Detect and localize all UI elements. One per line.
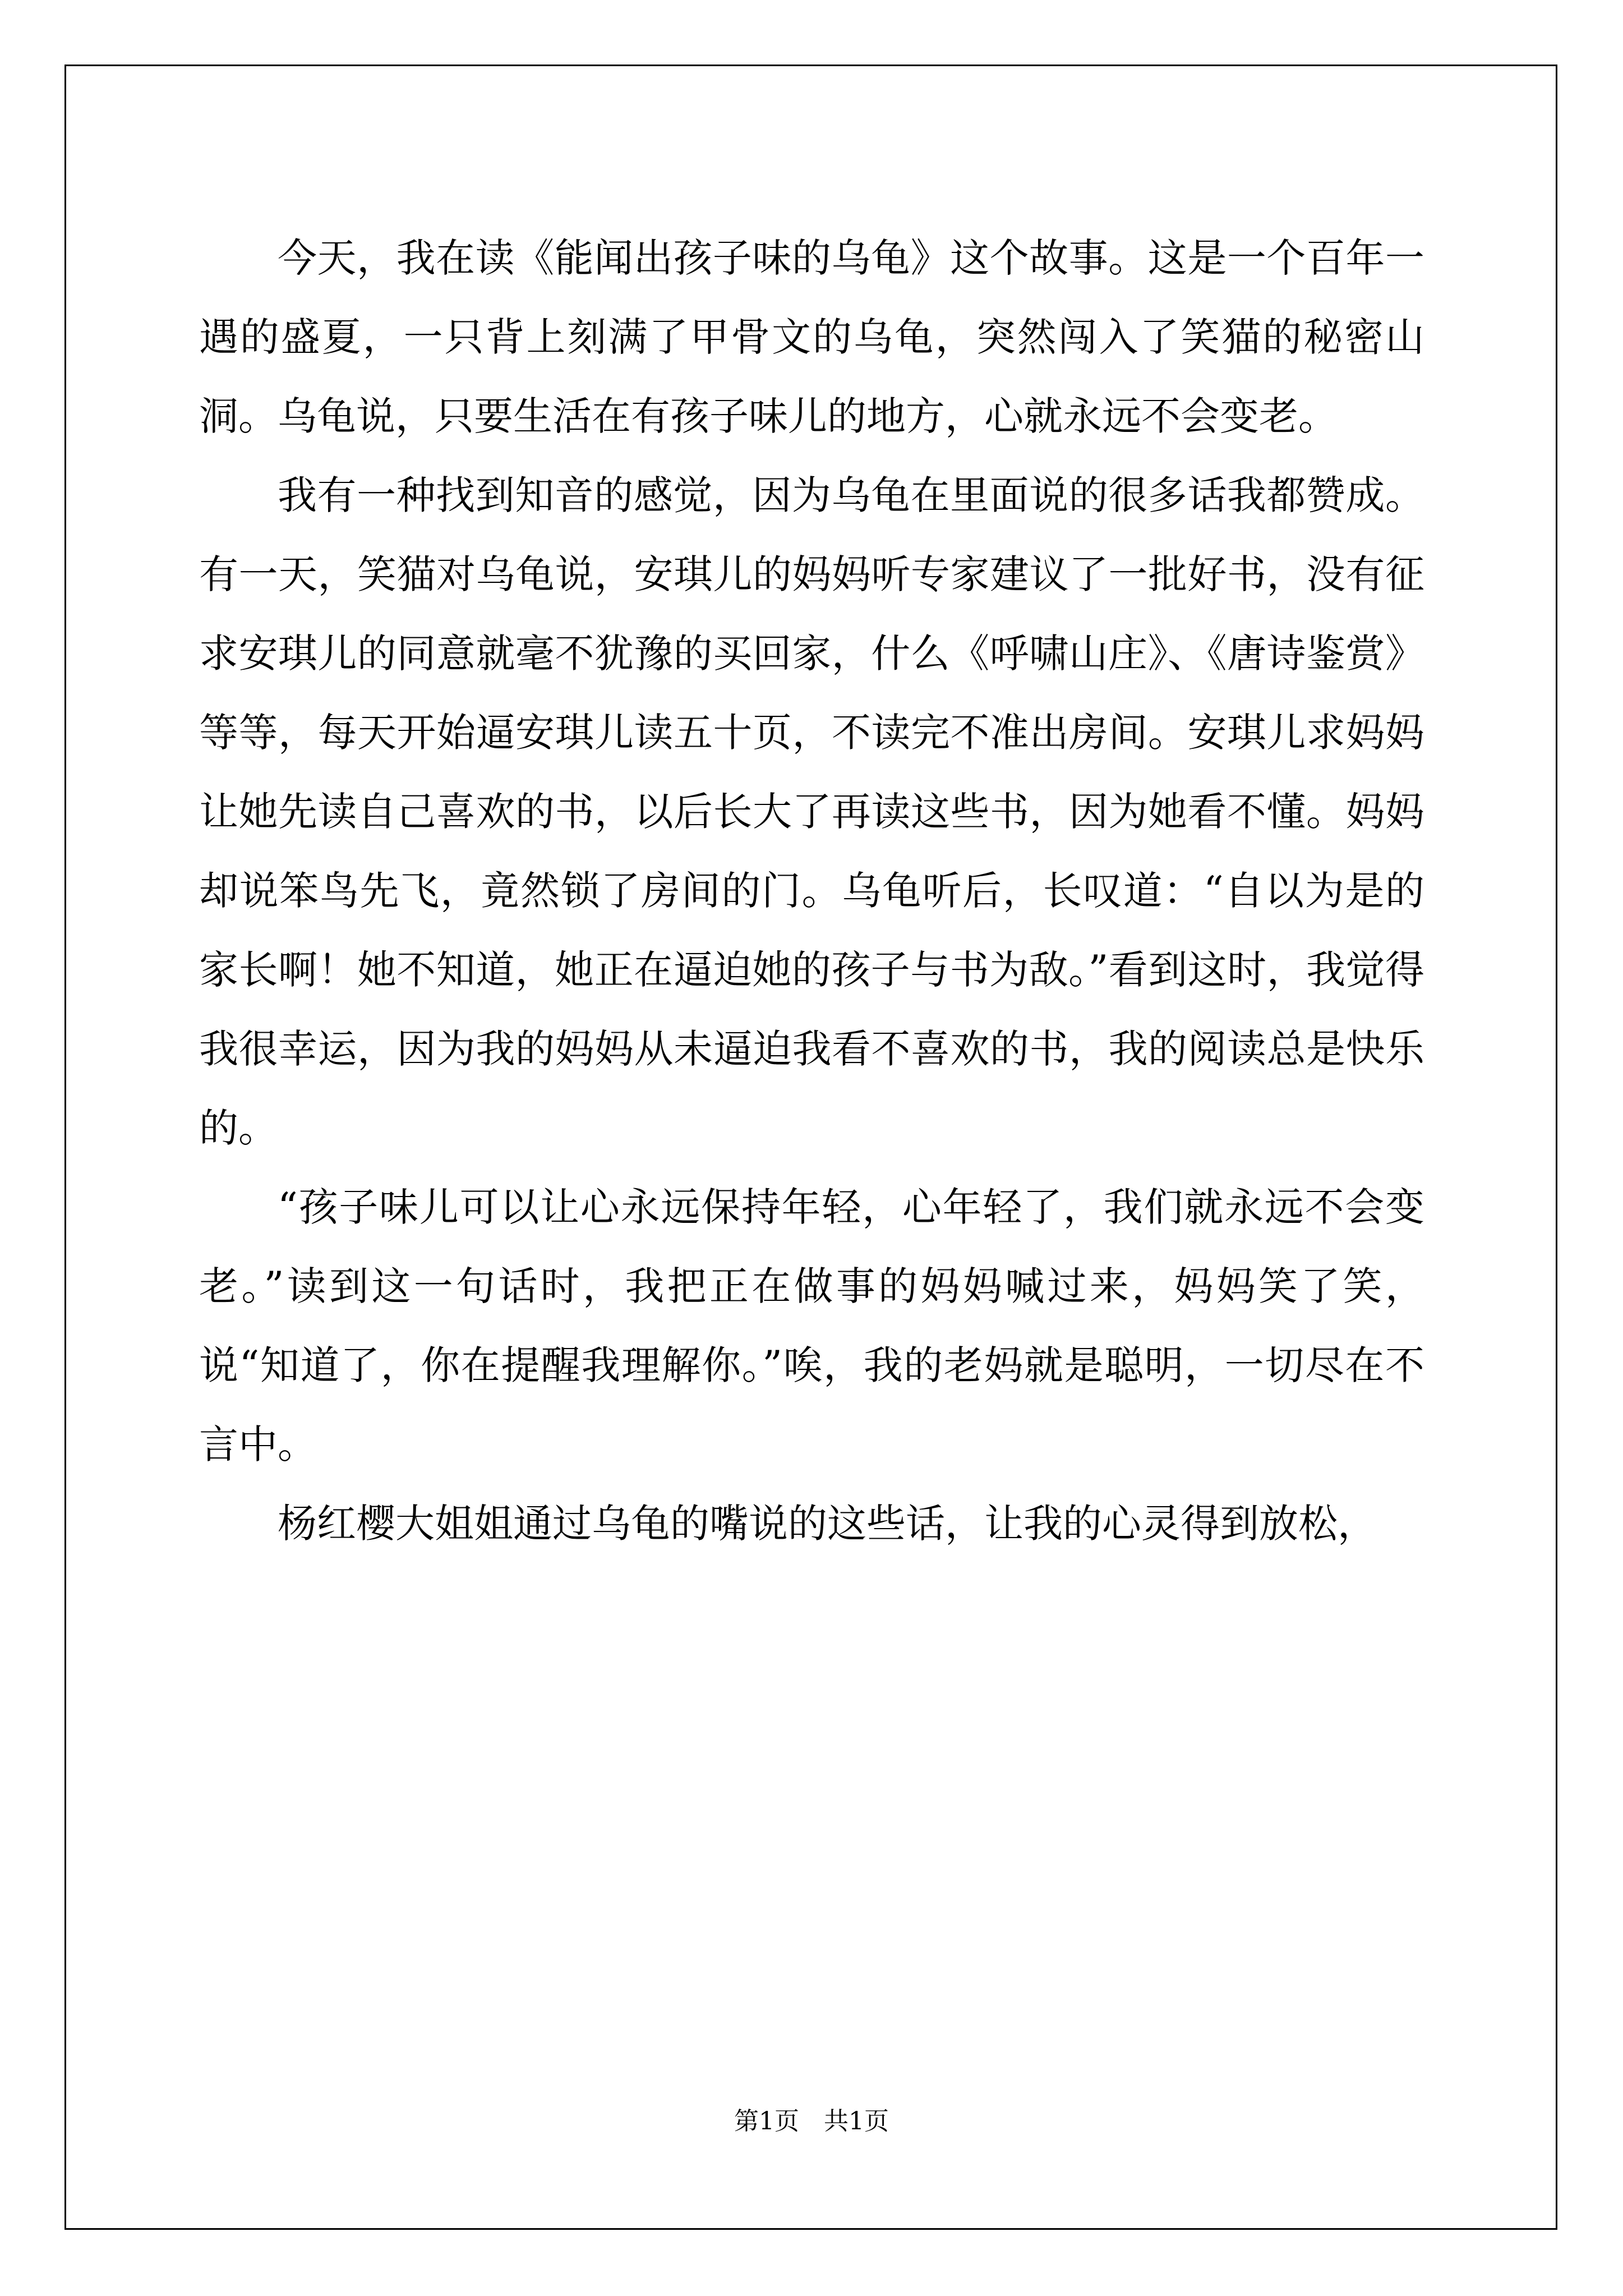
paragraph: 杨红樱大姐姐通过乌龟的嘴说的这些话，让我的心灵得到放松， xyxy=(278,1501,1377,1547)
paragraph: 我有一种找到知音的感觉，因为乌龟在里面说的很多话我都赞成。有一天，笑猫对乌龟说，安琪儿的妈妈听专家建议了一批好书，没有征求安琪儿的同意就毫不犹豫的买回家，什么《呼啸山庄》、《唐诗鉴赏》等等，每天开始逼安琪儿读五十页，不读完不准出房间。安琪儿求妈妈让她先读自己喜欢的书，以后长大了再读这些书，因为她看不懂。妈妈却说笨鸟先飞，竟然锁了房间的门。乌龟听后，长叹道：“自以为是的家长啊！她不知道，她正在逼迫她的孩子与书为敌。”看到这时，我觉得我很幸运，因为我的妈妈从未逼迫我看不喜欢的书，我的阅读总是快乐的。 xyxy=(199,472,1424,1151)
page-number-footer: 第1页 共1页 xyxy=(734,2107,889,2136)
paragraph: 今天，我在读《能闻出孩子味的乌龟》这个故事。这是一个百年一遇的盛夏，一只背上刻满了甲骨文的乌龟，突然闯入了笑猫的秘密山洞。乌龟说，只要生活在有孩子味儿的地方，心就永远不会变老。 xyxy=(199,235,1424,439)
paragraph: “孩子味儿可以让心永远保持年轻，心年轻了，我们就永远不会变老。”读到这一句话时，我把正在做事的妈妈喊过来，妈妈笑了笑，说“知道了，你在提醒我理解你。”唉，我的老妈就是聪明，一切尽在不言中。 xyxy=(199,1184,1424,1467)
document-body xyxy=(199,219,1424,1563)
